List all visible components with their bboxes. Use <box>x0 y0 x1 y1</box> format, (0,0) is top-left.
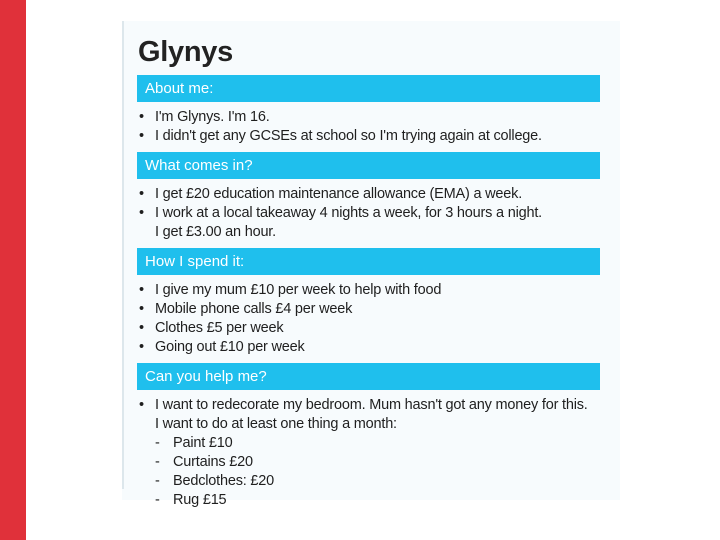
bullet-icon: • <box>139 109 144 125</box>
list-item: • I work at a local takeaway 4 nights a week, for 3 hours a night. I get £3.00 an hour. <box>139 205 542 240</box>
section-about-me <box>137 75 600 146</box>
sub-list-item: - Bedclothes: £20 <box>155 473 274 489</box>
list-item: • Mobile phone calls £4 per week <box>139 301 353 317</box>
sub-list-item: - Rug £15 <box>155 492 227 508</box>
list-item: • Going out £10 per week <box>139 339 305 355</box>
bullet-icon: • <box>139 397 144 413</box>
section-heading: Can you help me? <box>137 363 600 390</box>
dash-icon: - <box>155 435 160 451</box>
profile-card <box>122 21 620 508</box>
section-how-i-spend-it <box>137 248 600 357</box>
bullet-icon: • <box>139 320 144 336</box>
bullet-icon: • <box>139 301 144 317</box>
list-item: • Clothes £5 per week <box>139 320 284 336</box>
list-item: • I didn't get any GCSEs at school so I'm trying again at college. <box>139 128 542 144</box>
dash-icon: - <box>155 492 160 508</box>
bullet-list <box>137 281 600 357</box>
section-heading: About me: <box>137 75 600 102</box>
list-item: • I get £20 education maintenance allowance (EMA) a week. <box>139 186 523 202</box>
bullet-list <box>137 108 600 146</box>
bullet-icon: • <box>139 186 144 202</box>
list-item: • I give my mum £10 per week to help with food <box>139 282 442 298</box>
bullet-icon: • <box>139 128 144 144</box>
bullet-icon: • <box>139 339 144 355</box>
dash-icon: - <box>155 473 160 489</box>
bullet-list <box>137 396 600 510</box>
section-heading: How I spend it: <box>137 248 600 275</box>
sub-list-item: - Paint £10 <box>155 435 233 451</box>
list-item: • I want to redecorate my bedroom. Mum hasn't got any money for this. I want to do at least one thing a month: - Paint £10 - Curtains £20 - Bedclothes: £20 - Rug £15 <box>137 396 600 510</box>
bullet-list <box>137 185 600 242</box>
bullet-icon: • <box>139 205 144 221</box>
bullet-icon: • <box>139 282 144 298</box>
section-can-you-help-me <box>137 363 600 510</box>
sub-list <box>155 434 600 510</box>
section-what-comes-in <box>137 152 600 242</box>
dash-icon: - <box>155 454 160 470</box>
card-left-edge <box>122 21 124 489</box>
list-item: • I'm Glynys. I'm 16. <box>139 109 270 125</box>
page-title: Glynys <box>138 36 233 68</box>
sub-list-item: - Curtains £20 <box>155 454 253 470</box>
section-heading: What comes in? <box>137 152 600 179</box>
left-accent-bar <box>0 0 26 540</box>
